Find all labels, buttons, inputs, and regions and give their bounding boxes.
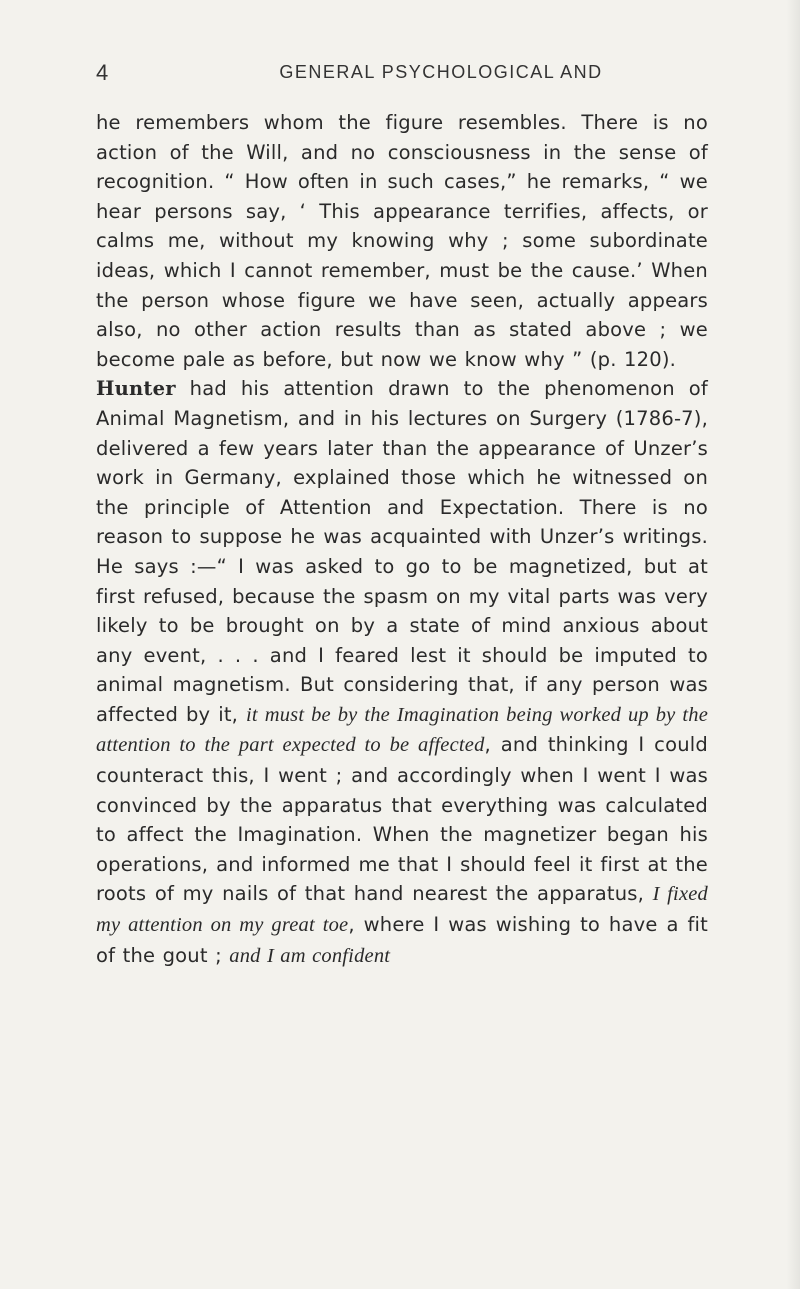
paragraph-2-part-3: , where I was wishing to have a fit of the gout ; <box>96 913 709 967</box>
paragraph-2-part-2: , and thinking I could counteract this, I went ; and accordingly when I went I was convinced by the apparatus that everything was calculated to affect the Imagination. When the magnetizer began his operations, and informed me that I should feel it first at the roots of my nails of that hand nearest the apparatus, <box>96 733 708 906</box>
running-title: GENERAL PSYCHOLOGICAL AND <box>279 62 603 82</box>
paragraph-2 <box>96 374 708 971</box>
paragraph-1: he remembers whom the figure resembles. There is no action of the Will, and no consciousness in the sense of recognition. “ How often in such cases,” he remarks, “ we hear persons say, ‘ This appearance terrifies, affects, or calms me, without my knowing why ; some subordinate ideas, which I cannot remember, must be the cause.’ When the person whose figure we have seen, actually appears also, no other action results than as stated above ; we become pale as before, but now we know why ” (p. 120). <box>96 111 708 371</box>
page-number: 4 <box>96 60 109 85</box>
name-hunter: Hunter <box>96 377 176 401</box>
page-edge-shadow <box>786 0 800 1289</box>
italic-passage-1: it must be by the Imagination being worked up by the attention to the part expected to be affected <box>96 703 708 757</box>
body-text <box>96 108 708 971</box>
paragraph-2-part-1: had his attention drawn to the phenomenon of Animal Magnetism, and in his lectures on Surgery (1786-7), delivered a few years later than the appearance of Unzer’s work in Germany, explained those which he witnessed on the principle of Attention and Expectation. There is no reason to suppose he was acquainted with Unzer’s writings. He says :—“ I was asked to go to be magnetized, but at first refused, because the spasm on my vital parts was very likely to be brought on by a state of mind anxious about any event, . . . and I feared lest it should be imputed to animal magnetism. But considering that, if any person was affected by it, <box>96 377 708 726</box>
italic-passage-3: and I am confident <box>229 944 391 967</box>
page-header <box>96 60 716 90</box>
italic-passage-2: I fixed my attention on my great toe <box>96 883 708 937</box>
